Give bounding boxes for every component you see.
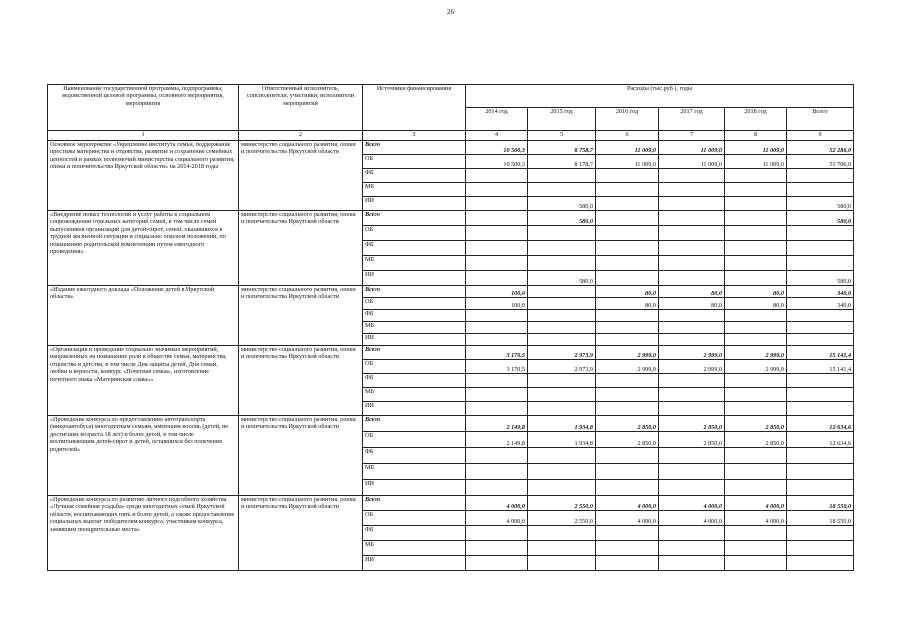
- amount-cell: 4 000,0: [596, 511, 659, 526]
- amount-cell: 4 000,0: [725, 511, 787, 526]
- funding-source: Всего: [363, 211, 466, 226]
- index-cell: 2: [239, 131, 363, 141]
- amount-cell: [528, 310, 596, 322]
- amount-cell: 8 758,7: [528, 141, 596, 155]
- amount-cell: 580,0: [787, 271, 854, 286]
- activity-executor: министерство социального развития, опеки и попечительства Иркутской области: [239, 416, 363, 496]
- amount-cell: 80,0: [596, 298, 659, 310]
- funding-source: ФБ: [363, 374, 466, 388]
- funding-source: Всего: [363, 141, 466, 155]
- amount-cell: 4 000,0: [725, 496, 787, 511]
- amount-cell: [596, 480, 659, 496]
- amount-cell: 80,0: [659, 298, 725, 310]
- amount-cell: 11 009,0: [596, 155, 659, 169]
- amount-cell: [596, 211, 659, 226]
- amount-cell: [787, 556, 854, 571]
- amount-cell: [596, 310, 659, 322]
- table-row: [48, 211, 854, 226]
- amount-cell: 2 850,0: [596, 416, 659, 432]
- amount-cell: 2 999,0: [596, 346, 659, 360]
- funding-source: ОБ: [363, 432, 466, 448]
- activity-name: Основное мероприятие «Укрепление института семьи, поддержание престижа материнства и отцовства, развитие и сохранение семейных ценностей в рамках полномочий министерства социального развития, опеки и попечительства Иркутской области» на 2014-2018 годы: [48, 141, 239, 211]
- funding-source: МБ: [363, 541, 466, 556]
- amount-cell: [725, 211, 787, 226]
- amount-cell: 51 706,0: [787, 155, 854, 169]
- amount-cell: [596, 556, 659, 571]
- amount-cell: [528, 241, 596, 256]
- amount-cell: 2 973,9: [528, 346, 596, 360]
- amount-cell: 2 850,0: [725, 432, 787, 448]
- amount-cell: 2 850,0: [596, 432, 659, 448]
- header-executor: Ответственный исполнитель, соисполнители, участники, исполнители мероприятий: [239, 85, 363, 131]
- amount-cell: [725, 183, 787, 197]
- amount-cell: [596, 241, 659, 256]
- amount-cell: 580,0: [528, 271, 596, 286]
- amount-cell: [596, 271, 659, 286]
- amount-cell: 11 009,0: [659, 141, 725, 155]
- amount-cell: [725, 374, 787, 388]
- activity-executor: министерство социального развития, опеки и попечительства Иркутской области: [239, 346, 363, 416]
- amount-cell: [596, 183, 659, 197]
- amount-cell: 2 999,0: [725, 346, 787, 360]
- header-year: 2016 год: [596, 108, 659, 131]
- amount-cell: 15 141,4: [787, 346, 854, 360]
- amount-cell: [596, 197, 659, 211]
- amount-cell: 2 850,0: [725, 416, 787, 432]
- index-cell: 9: [787, 131, 854, 141]
- amount-cell: [725, 334, 787, 346]
- amount-cell: [659, 464, 725, 480]
- amount-cell: 2 850,0: [659, 432, 725, 448]
- activity-executor: министерство социального развития, опеки и попечительства Иркутской области: [239, 141, 363, 211]
- amount-cell: [528, 183, 596, 197]
- amount-cell: [787, 374, 854, 388]
- amount-cell: 12 634,6: [787, 416, 854, 432]
- amount-cell: [596, 169, 659, 183]
- header-expenses: Расходы (тыс.руб.), годы: [466, 85, 854, 108]
- amount-cell: [659, 402, 725, 416]
- funding-source: ОБ: [363, 360, 466, 374]
- amount-cell: [725, 526, 787, 541]
- amount-cell: [528, 286, 596, 298]
- amount-cell: [787, 388, 854, 402]
- amount-cell: [787, 448, 854, 464]
- amount-cell: 80,0: [725, 286, 787, 298]
- budget-table: [47, 84, 854, 571]
- amount-cell: 11 009,0: [725, 155, 787, 169]
- amount-cell: 10 500,3: [466, 141, 528, 155]
- amount-cell: [787, 241, 854, 256]
- funding-source: ИИ: [363, 197, 466, 211]
- amount-cell: [466, 480, 528, 496]
- amount-cell: [466, 322, 528, 334]
- amount-cell: 1 934,8: [528, 432, 596, 448]
- amount-cell: 8 178,7: [528, 155, 596, 169]
- amount-cell: [787, 226, 854, 241]
- amount-cell: 1 934,8: [528, 416, 596, 432]
- index-cell: 6: [596, 131, 659, 141]
- amount-cell: [528, 334, 596, 346]
- amount-cell: 2 999,0: [596, 360, 659, 374]
- amount-cell: [787, 464, 854, 480]
- amount-cell: [725, 169, 787, 183]
- funding-source: МБ: [363, 464, 466, 480]
- funding-source: Всего: [363, 416, 466, 432]
- amount-cell: 18 550,0: [787, 511, 854, 526]
- table-row: [48, 346, 854, 360]
- index-cell: 5: [528, 131, 596, 141]
- amount-cell: 100,0: [466, 286, 528, 298]
- funding-source: Всего: [363, 496, 466, 511]
- amount-cell: [528, 298, 596, 310]
- header-total: Всего: [787, 108, 854, 131]
- header-sources: Источники финансирования: [363, 85, 466, 131]
- amount-cell: 4 000,0: [659, 496, 725, 511]
- activity-name: «Издание ежегодного доклада «Положение детей в Иркутской области»: [48, 286, 239, 346]
- index-cell: 1: [48, 131, 239, 141]
- amount-cell: [466, 374, 528, 388]
- amount-cell: [466, 183, 528, 197]
- amount-cell: 3 170,5: [466, 360, 528, 374]
- amount-cell: [659, 271, 725, 286]
- amount-cell: 4 000,0: [659, 511, 725, 526]
- amount-cell: 11 009,0: [659, 155, 725, 169]
- header-program: Наименование государственной программы, подпрограммы, ведомственной целевой программы, основного мероприятия, мероприятия: [48, 85, 239, 131]
- amount-cell: [528, 541, 596, 556]
- amount-cell: 580,0: [787, 211, 854, 226]
- amount-cell: [466, 526, 528, 541]
- amount-cell: [596, 464, 659, 480]
- amount-cell: [596, 402, 659, 416]
- amount-cell: [466, 334, 528, 346]
- amount-cell: [659, 310, 725, 322]
- amount-cell: [659, 183, 725, 197]
- amount-cell: [725, 448, 787, 464]
- amount-cell: [659, 448, 725, 464]
- amount-cell: [659, 211, 725, 226]
- funding-source: МБ: [363, 183, 466, 197]
- amount-cell: 11 009,0: [596, 141, 659, 155]
- amount-cell: [466, 211, 528, 226]
- amount-cell: [596, 334, 659, 346]
- amount-cell: [659, 256, 725, 271]
- amount-cell: [596, 374, 659, 388]
- amount-cell: [528, 556, 596, 571]
- amount-cell: [466, 556, 528, 571]
- amount-cell: [725, 541, 787, 556]
- activity-name: «Организация и проведение социально значимых мероприятий, направленных на повышение роли в обществе семьи, материнства, отцовства и детства, в том числе Дня защиты детей, Дня семьи, любви и верности, конкурс «Почетная семья», изготовление почетного знака «Материнская слава»»: [48, 346, 239, 416]
- header-year: 2015 год: [528, 108, 596, 131]
- amount-cell: [596, 226, 659, 241]
- amount-cell: 2 999,0: [659, 360, 725, 374]
- amount-cell: [528, 402, 596, 416]
- amount-cell: [787, 322, 854, 334]
- funding-source: МБ: [363, 256, 466, 271]
- funding-source: ОБ: [363, 226, 466, 241]
- activity-name: «Проведение конкурса по развитию личного подсобного хозяйства «Лучшая семейная усадьба» среди многодетных семей Иркутской области, воспитывающих пять и более детей, а также предоставление социальных выплат победителям конкурса, участникам конкурса, занявшим поощрительные места»: [48, 496, 239, 571]
- activity-executor: министерство социального развития, опеки и попечительства Иркутской области: [239, 211, 363, 286]
- funding-source: ИИ: [363, 556, 466, 571]
- amount-cell: [659, 241, 725, 256]
- amount-cell: [659, 480, 725, 496]
- amount-cell: [725, 241, 787, 256]
- amount-cell: [659, 526, 725, 541]
- amount-cell: [596, 541, 659, 556]
- amount-cell: [528, 448, 596, 464]
- amount-cell: [528, 169, 596, 183]
- amount-cell: [659, 334, 725, 346]
- funding-source: ОБ: [363, 298, 466, 310]
- amount-cell: [725, 310, 787, 322]
- funding-source: ИИ: [363, 334, 466, 346]
- amount-cell: [725, 226, 787, 241]
- amount-cell: [725, 197, 787, 211]
- funding-source: ИИ: [363, 271, 466, 286]
- amount-cell: [528, 388, 596, 402]
- funding-source: ФБ: [363, 169, 466, 183]
- index-row: [48, 131, 854, 141]
- index-cell: 4: [466, 131, 528, 141]
- amount-cell: [787, 541, 854, 556]
- amount-cell: [528, 480, 596, 496]
- amount-cell: 2 550,0: [528, 496, 596, 511]
- amount-cell: 15 141,4: [787, 360, 854, 374]
- amount-cell: 2 973,9: [528, 360, 596, 374]
- amount-cell: 340,0: [787, 298, 854, 310]
- amount-cell: [659, 322, 725, 334]
- amount-cell: 2 999,0: [725, 360, 787, 374]
- funding-source: ИИ: [363, 480, 466, 496]
- amount-cell: [659, 556, 725, 571]
- table-row: [48, 416, 854, 432]
- amount-cell: 80,0: [659, 286, 725, 298]
- funding-source: МБ: [363, 322, 466, 334]
- amount-cell: 12 634,6: [787, 432, 854, 448]
- amount-cell: 10 500,3: [466, 155, 528, 169]
- amount-cell: [659, 169, 725, 183]
- amount-cell: 2 850,0: [659, 416, 725, 432]
- amount-cell: [466, 271, 528, 286]
- table-row: [48, 286, 854, 298]
- amount-cell: [659, 226, 725, 241]
- table-row: [48, 496, 854, 511]
- amount-cell: [725, 402, 787, 416]
- amount-cell: [596, 526, 659, 541]
- amount-cell: 4 000,0: [596, 496, 659, 511]
- amount-cell: 11 009,0: [725, 141, 787, 155]
- amount-cell: [659, 197, 725, 211]
- amount-cell: [528, 322, 596, 334]
- amount-cell: [659, 541, 725, 556]
- amount-cell: [787, 169, 854, 183]
- amount-cell: [596, 322, 659, 334]
- amount-cell: [725, 271, 787, 286]
- amount-cell: 4 000,0: [466, 496, 528, 511]
- amount-cell: [787, 480, 854, 496]
- amount-cell: [725, 322, 787, 334]
- amount-cell: [787, 334, 854, 346]
- amount-cell: 80,0: [725, 298, 787, 310]
- funding-source: МБ: [363, 388, 466, 402]
- amount-cell: 52 286,0: [787, 141, 854, 155]
- funding-source: ФБ: [363, 448, 466, 464]
- amount-cell: 580,0: [528, 211, 596, 226]
- funding-source: Всего: [363, 346, 466, 360]
- funding-source: ИИ: [363, 402, 466, 416]
- header-year: 2014 год: [466, 108, 528, 131]
- amount-cell: [528, 526, 596, 541]
- funding-source: ОБ: [363, 511, 466, 526]
- activity-name: «Проведение конкурса по предоставлению автотранспорта (микроавтобуса) многодетным семьям, имеющим восемь (детей, не достигших возраста 18 лет) и более детей, в том числе воспитывающим детей-сирот и детей, оставшихся без попечения родителей»: [48, 416, 239, 496]
- amount-cell: [466, 541, 528, 556]
- funding-source: ОБ: [363, 155, 466, 169]
- amount-cell: 18 550,0: [787, 496, 854, 511]
- amount-cell: [528, 464, 596, 480]
- header-year: 2017 год: [659, 108, 725, 131]
- amount-cell: 580,0: [528, 197, 596, 211]
- amount-cell: [596, 388, 659, 402]
- index-cell: 8: [725, 131, 787, 141]
- amount-cell: [725, 388, 787, 402]
- amount-cell: 4 000,0: [466, 511, 528, 526]
- amount-cell: [787, 183, 854, 197]
- amount-cell: [466, 169, 528, 183]
- amount-cell: 580,0: [787, 197, 854, 211]
- amount-cell: [787, 310, 854, 322]
- amount-cell: 100,0: [466, 298, 528, 310]
- amount-cell: [528, 374, 596, 388]
- funding-source: ФБ: [363, 526, 466, 541]
- amount-cell: [466, 197, 528, 211]
- amount-cell: [466, 256, 528, 271]
- amount-cell: 3 170,5: [466, 346, 528, 360]
- amount-cell: 80,0: [596, 286, 659, 298]
- amount-cell: 2 149,8: [466, 416, 528, 432]
- amount-cell: 2 999,0: [659, 346, 725, 360]
- amount-cell: [466, 464, 528, 480]
- budget-body: [48, 141, 854, 571]
- amount-cell: [466, 310, 528, 322]
- amount-cell: [596, 448, 659, 464]
- amount-cell: [466, 241, 528, 256]
- amount-cell: [725, 480, 787, 496]
- activity-name: «Внедрение новых технологий и услуг работы в социальном сопровождении отдельных категорий семей, в том числе семей выпускников организаций для детей-сирот, семей, оказавшихся в трудной жизненной ситуации и социально опасном положении, по повышению родительской компетенции путем ежегодного проведения»: [48, 211, 239, 286]
- amount-cell: [596, 256, 659, 271]
- amount-cell: [787, 402, 854, 416]
- amount-cell: [528, 256, 596, 271]
- amount-cell: 2 550,0: [528, 511, 596, 526]
- funding-source: ФБ: [363, 310, 466, 322]
- funding-source: Всего: [363, 286, 466, 298]
- amount-cell: [466, 388, 528, 402]
- amount-cell: [725, 556, 787, 571]
- amount-cell: [725, 256, 787, 271]
- amount-cell: [528, 226, 596, 241]
- amount-cell: [725, 464, 787, 480]
- amount-cell: [466, 226, 528, 241]
- index-cell: 7: [659, 131, 725, 141]
- funding-source: ФБ: [363, 241, 466, 256]
- amount-cell: [659, 388, 725, 402]
- amount-cell: 340,0: [787, 286, 854, 298]
- activity-executor: министерство социального развития, опеки и попечительства Иркутской области: [239, 496, 363, 571]
- page-number: 26: [447, 8, 454, 16]
- index-cell: 3: [363, 131, 466, 141]
- amount-cell: 2 149,8: [466, 432, 528, 448]
- header-year: 2018 год: [725, 108, 787, 131]
- amount-cell: [466, 448, 528, 464]
- table-row: [48, 141, 854, 155]
- amount-cell: [787, 526, 854, 541]
- amount-cell: [466, 402, 528, 416]
- amount-cell: [659, 374, 725, 388]
- activity-executor: министерство социального развития, опеки и попечительства Иркутской области: [239, 286, 363, 346]
- amount-cell: [787, 256, 854, 271]
